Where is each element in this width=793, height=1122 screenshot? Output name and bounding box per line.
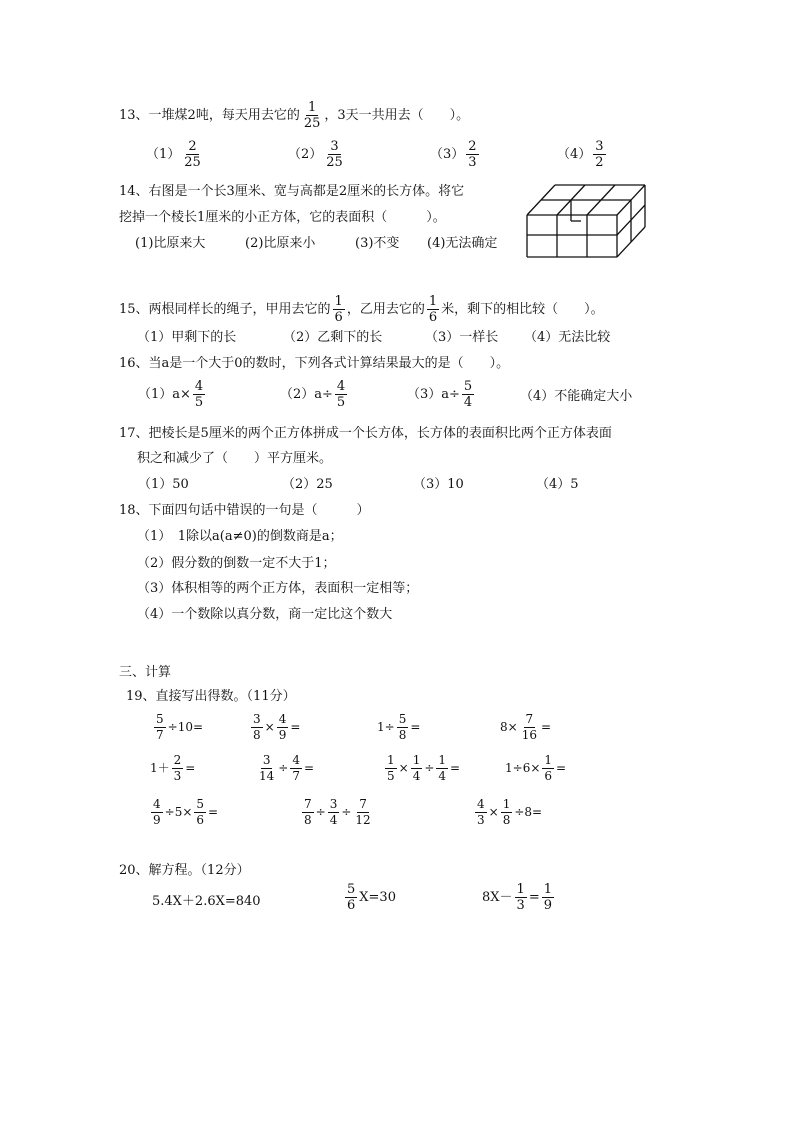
fraction: $\frac{1}{5}$	[387, 753, 395, 783]
q13-option-1: （1） $\frac{2}{25}$	[146, 139, 201, 170]
q16-option-1: （1）a× $\frac{4}{5}$	[138, 379, 204, 410]
fraction: $\frac{7}{16}$	[521, 712, 537, 742]
fraction: $\frac{3}{8}$	[253, 712, 261, 742]
fraction: $\frac{1}{6}$	[334, 294, 343, 325]
q14-line-1: 14、右图是一个长3厘米、宽与高都是2厘米的长方体。将它	[119, 184, 465, 199]
fraction: $\frac{2}{25}$	[184, 139, 201, 170]
q19-expr-11: $\frac{4}{3}$ × $\frac{1}{8}$ ÷8=	[477, 797, 543, 827]
q14-option-2: (2)比原来小	[245, 236, 316, 251]
q15-option-4: （4）无法比较	[524, 330, 611, 345]
fraction: $\frac{1}{6}$	[428, 294, 438, 325]
fraction: $\frac{2}{3}$	[468, 139, 477, 170]
fraction: $\frac{7}{12}$	[355, 797, 371, 827]
q20-equation-2: $\frac{5}{6}$ X=30	[347, 882, 396, 913]
q19-expr-3: 1÷ $\frac{5}{8}$ =	[377, 712, 421, 742]
fraction: $\frac{3}{4}$	[329, 797, 338, 827]
fraction: $\frac{1}{9}$	[543, 882, 552, 913]
q14-option-3: (3)不变	[355, 236, 400, 251]
q14-option-1: (1)比原来大	[135, 236, 206, 251]
fraction: $\frac{3}{14}$	[259, 753, 275, 783]
q15-option-1: （1）甲剩下的长	[137, 330, 237, 345]
fraction: $\frac{4}{5}$	[194, 379, 204, 410]
fraction: $\frac{4}{3}$	[477, 797, 485, 827]
fraction: $\frac{5}{7}$	[156, 712, 164, 742]
q18-stem: 18、下面四句话中错误的一句是（ ）	[119, 503, 370, 518]
cuboid-figure	[523, 181, 648, 261]
q15-option-2: （2）乙剩下的长	[283, 330, 383, 345]
q17-line-2: 积之和减少了（ ）平方厘米。	[137, 451, 333, 466]
q16-option-3: （3）a÷ $\frac{5}{4}$	[407, 379, 473, 410]
q20-equation-1: 5.4X＋2.6X=840	[152, 894, 261, 909]
q18-item-4: （4）一个数除以真分数，商一定比这个数大	[137, 607, 393, 622]
q16-option-4: （4）不能确定大小	[520, 389, 633, 404]
q13-stem: 13、一堆煤2吨，每天用去它的 $\frac{1}{25}$ ，3天一共用去（ ）。	[119, 100, 470, 131]
q13-option-4: （4） $\frac{3}{2}$	[557, 139, 604, 170]
q14-option-4: (4)无法确定	[427, 236, 498, 251]
fraction: $\frac{1}{6}$	[544, 753, 553, 783]
section-3-title: 三、计算	[119, 665, 172, 680]
fraction: $\frac{3}{2}$	[595, 139, 604, 170]
fraction: $\frac{5}{4}$	[463, 379, 473, 410]
q19-expr-1: $\frac{5}{7}$ ÷10=	[156, 712, 204, 742]
q15-stem: 15、两根同样长的绳子，甲用去它的 $\frac{1}{6}$ ，乙用去它的 $\frac{1}{6}$ 米，剩下的相比较（ ）。	[119, 294, 604, 325]
q20-equation-3: 8X－ $\frac{1}{3}$ = $\frac{1}{9}$	[482, 882, 552, 913]
q17-option-1: （1）50	[138, 477, 189, 492]
q19-expr-7: $\frac{1}{5}$ × $\frac{1}{4}$ ÷ $\frac{1}{4}$ =	[387, 753, 461, 783]
q17-option-4: （4）5	[536, 477, 579, 492]
q19-expr-5: 1＋ $\frac{2}{3}$ =	[150, 753, 196, 783]
q19-expr-6: $\frac{3}{14}$ ÷ $\frac{4}{7}$ =	[259, 753, 315, 783]
q17-option-3: （3）10	[413, 477, 464, 492]
fraction: $\frac{4}{7}$	[292, 753, 300, 783]
q18-item-1: （1） 1除以a(a≠0)的倒数商是a；	[137, 529, 343, 544]
fraction: $\frac{4}{5}$	[336, 379, 346, 410]
q17-line-1: 17、把棱长是5厘米的两个正方体拼成一个长方体，长方体的表面积比两个正方体表面	[119, 426, 612, 441]
fraction: $\frac{3}{25}$	[326, 139, 343, 170]
q13-option-2: （2） $\frac{3}{25}$	[288, 139, 343, 170]
fraction: $\frac{5}{8}$	[398, 712, 407, 742]
q13-option-3: （3） $\frac{2}{3}$	[430, 139, 477, 170]
q19-title: 19、直接写出得数。（11分）	[126, 689, 296, 704]
q18-item-3: （3）体积相等的两个正方体，表面积一定相等；	[137, 581, 419, 596]
fraction: $\frac{4}{9}$	[153, 797, 161, 827]
fraction: $\frac{5}{6}$	[196, 797, 205, 827]
q16-stem: 16、当a是一个大于0的数时，下列各式计算结果最大的是（ ）。	[119, 356, 510, 371]
fraction: $\frac{4}{9}$	[278, 712, 287, 742]
q19-expr-9: $\frac{4}{9}$ ÷5× $\frac{5}{6}$ =	[153, 797, 219, 827]
fraction: $\frac{1}{4}$	[412, 753, 421, 783]
fraction: $\frac{1}{4}$	[438, 753, 447, 783]
q19-expr-2: $\frac{3}{8}$ × $\frac{4}{9}$ =	[253, 712, 301, 742]
q14-line-2: 挖掉一个棱长1厘米的小正方体，它的表面积（ ）。	[119, 210, 446, 225]
q19-expr-10: $\frac{7}{8}$ ÷ $\frac{3}{4}$ ÷ $\frac{7}{12}$	[304, 797, 371, 827]
q18-item-2: （2）假分数的倒数一定不大于1；	[137, 556, 336, 571]
q17-option-2: （2）25	[282, 477, 333, 492]
q19-expr-4: 8× $\frac{7}{16}$ =	[500, 712, 552, 742]
q15-option-3: （3）一样长	[425, 330, 499, 345]
q20-title: 20、解方程。（12分）	[119, 863, 250, 878]
fraction: $\frac{1}{8}$	[502, 797, 511, 827]
fraction: $\frac{5}{6}$	[347, 882, 356, 913]
fraction: $\frac{1}{25}$	[303, 100, 321, 131]
q16-option-2: （2）a÷ $\frac{4}{5}$	[280, 379, 346, 410]
q19-expr-8: 1÷6× $\frac{1}{6}$ =	[505, 753, 567, 783]
fraction: $\frac{1}{3}$	[516, 882, 525, 913]
fraction: $\frac{2}{3}$	[173, 753, 182, 783]
fraction: $\frac{7}{8}$	[304, 797, 312, 827]
